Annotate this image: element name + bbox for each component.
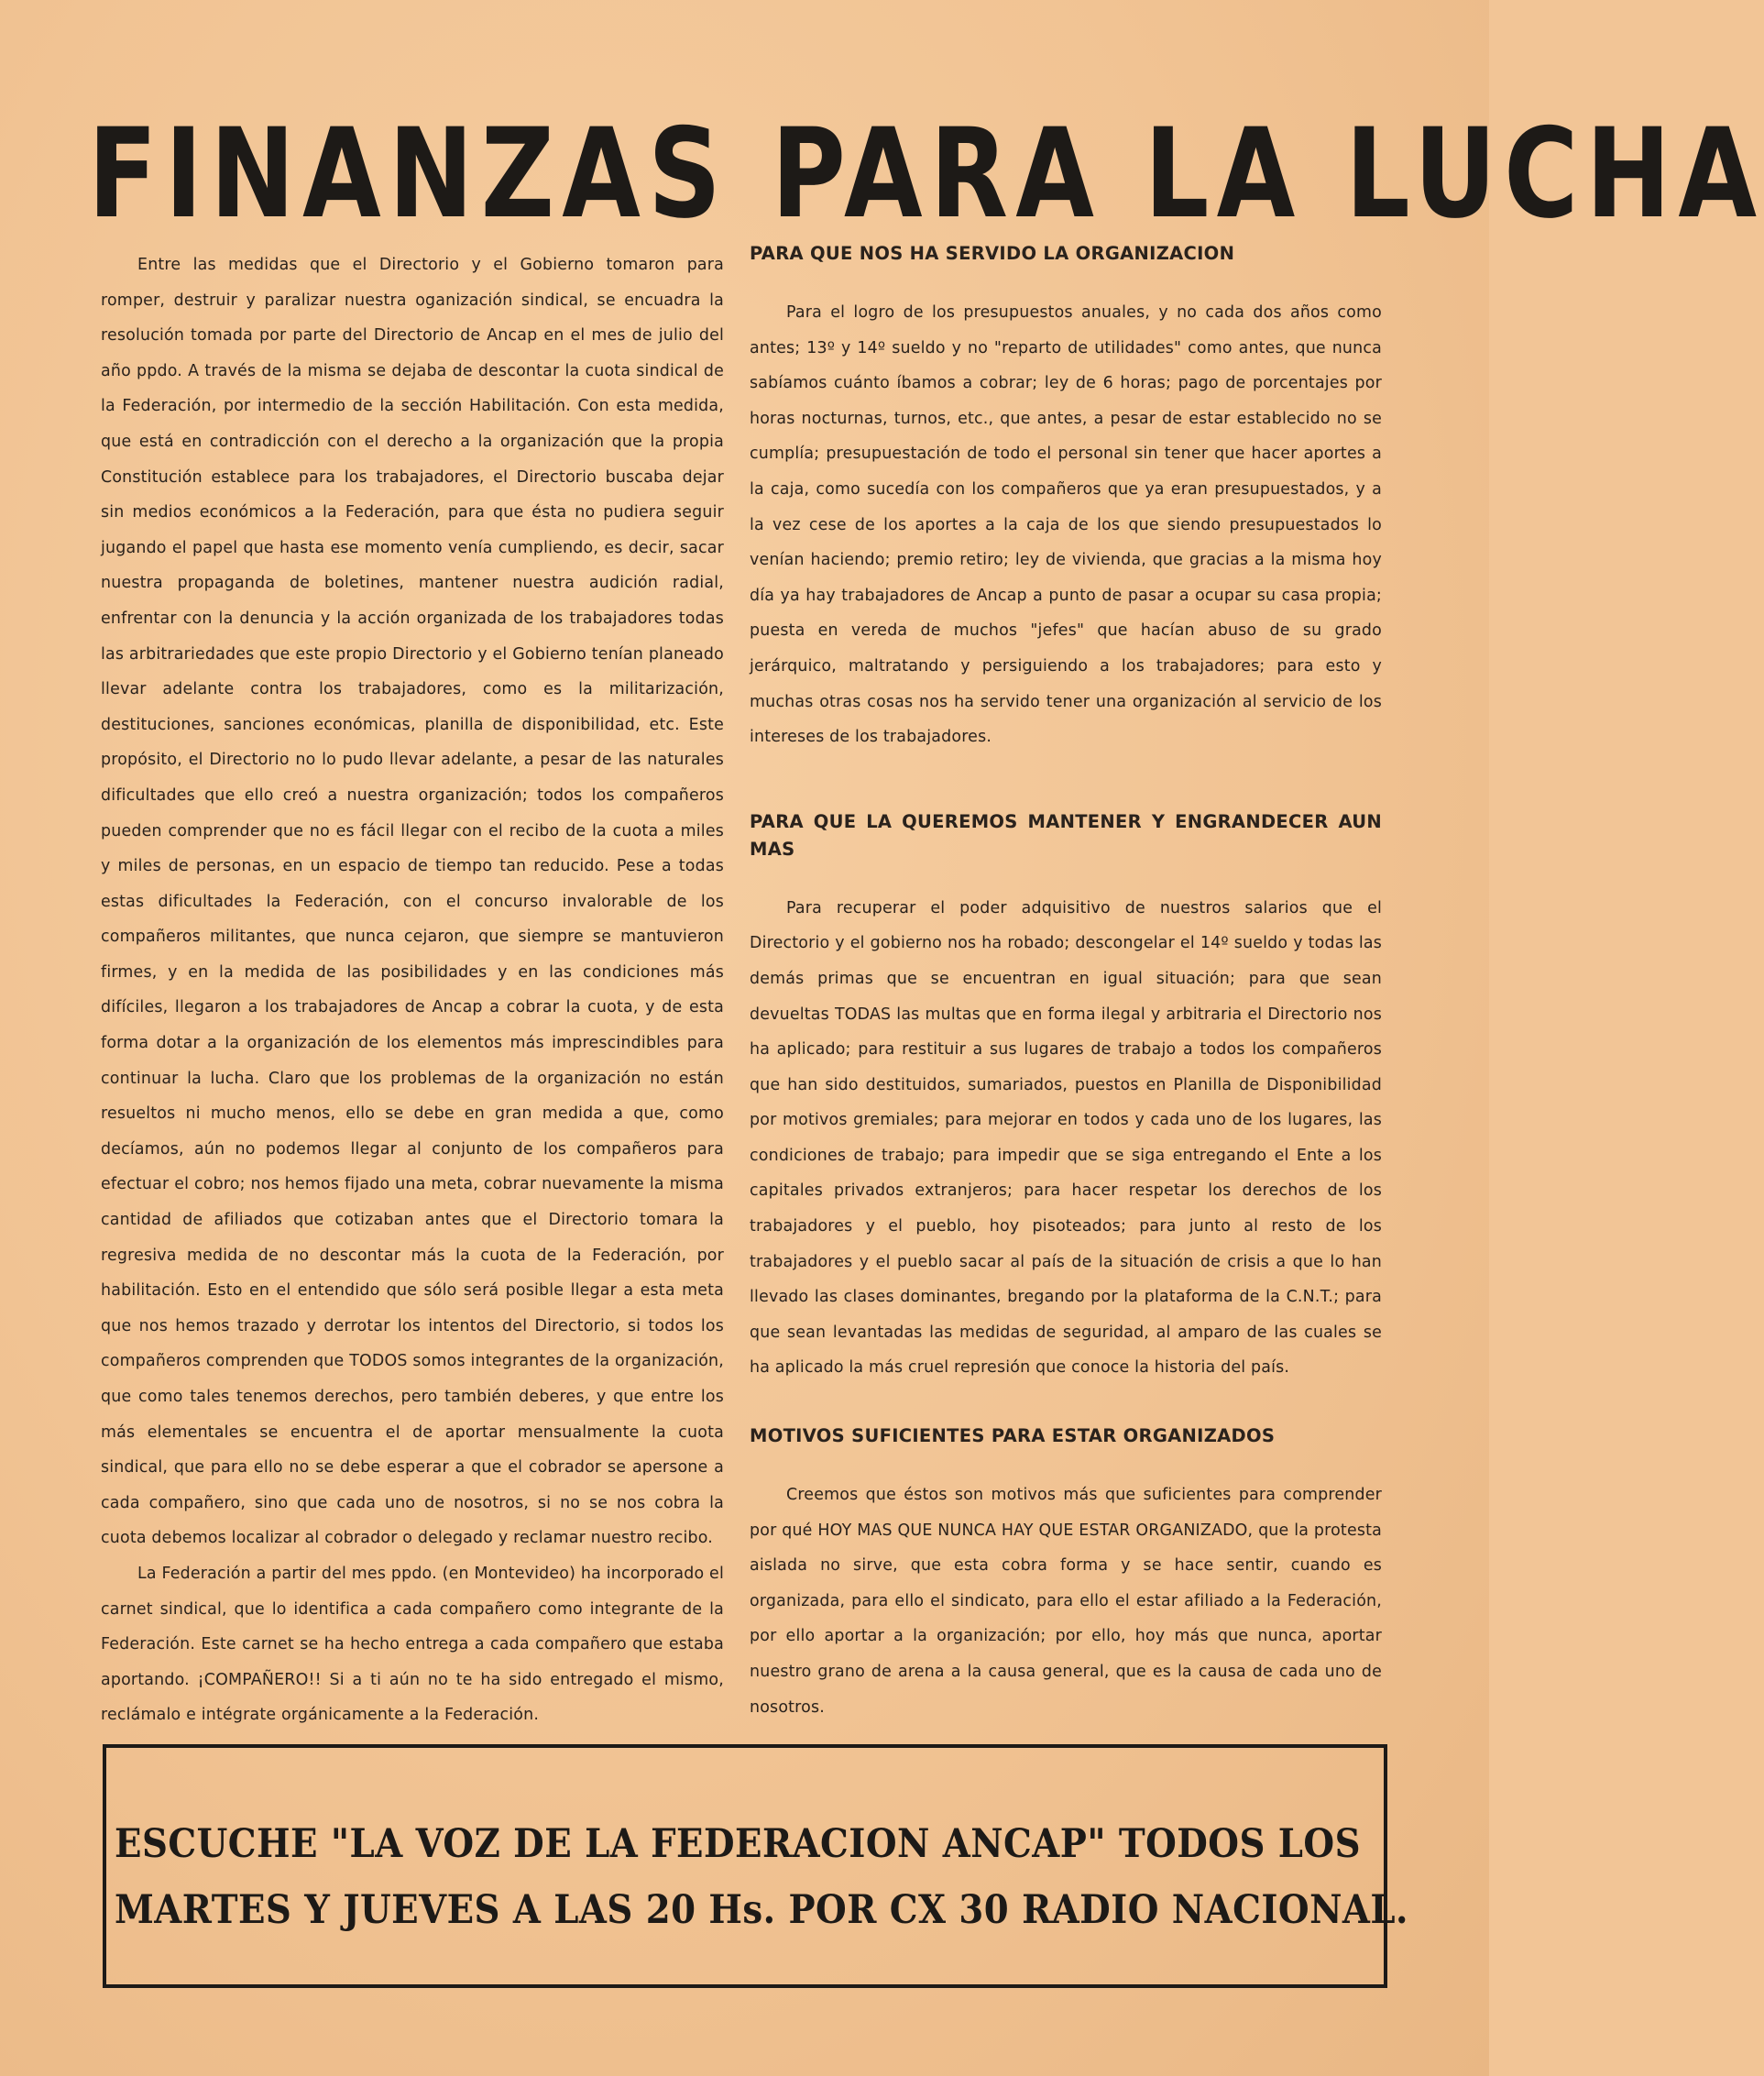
section-text-3: Creemos que éstos son motivos más que suficientes para comprender por qué HOY MAS QUE NUNCA HAY QUE ESTAR ORGANIZADO, que la protesta aislada no sirve, que esta cobra forma y se hace sentir, cuando es organizada, para ello el sindicato, para ello el estar afiliado a la Federación, por ello aportar a la organización; por ello, hoy más que nunca, aportar nuestro grano de arena a la causa general, que es la causa de cada uno de nosotros. [750,1486,1382,1717]
headline: FINANZAS PARA LA LUCHA [88,102,1764,246]
left-column [101,247,724,1733]
section-text-2: Para recuperar el poder adquisitivo de nuestros salarios que el Directorio y el gobierno nos ha robado; descongelar el 14º sueldo y todas las demás primas que se encuentran en igual situación; para que sean devueltas TODAS las multas que en forma ilegal y arbitraria el Directorio nos ha aplicado; para restituir a sus lugares de trabajo a todos los compañeros que han sido destituidos, sumariados, puestos en Planilla de Disponibilidad por motivos gremiales; para mejorar en todos y cada uno de los lugares, las condiciones de trabajo; para impedir que se siga entregando el Ente a los capitales privados extranjeros; para hacer respetar los derechos de los trabajadores y el pueblo, hoy pisoteados; para junto al resto de los trabajadores y el pueblo sacar al país de la situación de crisis a que lo han llevado las clases dominantes, bregando por la plataforma de la C.N.T.; para que sean levantadas las medidas de seguridad, al amparo de las cuales se ha aplicado la más cruel represión que conoce la historia del país. [750,898,1382,1378]
right-column [750,240,1382,1725]
radio-ad-line-1: ESCUCHE "LA VOZ DE LA FEDERACION ANCAP" TODOS LOS [115,1821,1361,1867]
section-text-1: Para el logro de los presupuestos anuales, y no cada dos años como antes; 13º y 14º sueldo y no "reparto de utilidades" como antes, que nunca sabíamos cuánto íbamos a cobrar; ley de 6 horas; pago de porcentajes por horas nocturnas, turnos, etc., que antes, a pesar de estar establecido no se cumplía; presupuestación de todo el personal sin tener que hacer aportes a la caja, como sucedía con los compañeros que ya eran presupuestados, y a la vez cese de los aportes a la caja de los que siendo presupuestados lo venían haciendo; premio retiro; ley de vivienda, que gracias a la misma hoy día ya hay trabajadores de Ancap a punto de pasar a ocupar su casa propia; puesta en vereda de muchos "jefes" que hacían abuso de su grado jerárquico, maltratando y persiguiendo a los trabajadores; para esto y muchas otras cosas nos ha servido tener una organización al servicio de los intereses de los trabajadores. [750,303,1382,747]
left-paragraph-2: La Federación a partir del mes ppdo. (en Montevideo) ha incorporado el carnet sindical, que lo identifica a cada compañero como integrante de la Federación. Este carnet se ha hecho entrega a cada compañero que estaba aportando. ¡COMPAÑERO!! Si a ti aún no te ha sido entregado el mismo, reclámalo e intégrate orgánicamente a la Federación. [101,1564,724,1725]
section-heading-1: PARA QUE NOS HA SERVIDO LA ORGANIZACION [750,243,1235,264]
left-paragraph-1: Entre las medidas que el Directorio y el Gobierno tomaron para romper, destruir y paralizar nuestra oganización sindical, se encuadra la resolución tomada por parte del Directorio de Ancap en el mes de julio del año ppdo. A través de la misma se dejaba de descontar la cuota sindical de la Federación, por intermedio de la sección Habilitación. Con esta medida, que está en contradicción con el derecho a la organización que la propia Constitución establece para los trabajadores, el Directorio buscaba dejar sin medios económicos a la Federación, para que ésta no pudiera seguir jugando el papel que hasta ese momento venía cumpliendo, es decir, sacar nuestra propaganda de boletines, mantener nuestra audición radial, enfrentar con la denuncia y la acción organizada de los trabajadores todas las arbitrariedades que este propio Directorio y el Gobierno tenían planeado llevar adelante contra los trabajadores, como es la militarización, destituciones, sanciones económicas, planilla de disponibilidad, etc. Este propósito, el Directorio no lo pudo llevar adelante, a pesar de las naturales dificultades que ello creó a nuestra organización; todos los compañeros pueden comprender que no es fácil llegar con el recibo de la cuota a miles y miles de personas, en un espacio de tiempo tan reducido. Pese a todas estas dificultades la Federación, con el concurso invalorable de los compañeros militantes, que nunca cejaron, que siempre se mantuvieron firmes, y en la medida de las posibilidades y en las condiciones más difíciles, llegaron a los trabajadores de Ancap a cobrar la cuota, y de esta forma dotar a la organización de los elementos más imprescindibles para continuar la lucha. Claro que los problemas de la organización no están resueltos ni mucho menos, ello se debe en gran medida a que, como decíamos, aún no podemos llegar al conjunto de los compañeros para efectuar el cobro; nos hemos fijado una meta, cobrar nuevamente la misma cantidad de afiliados que cotizaban antes que el Directorio tomara la regresiva medida de no descontar más la cuota de la Federación, por habilitación. Esto en el entendido que sólo será posible llegar a esta meta que nos hemos trazado y derrotar los intentos del Directorio, si todos los compañeros comprenden que TODOS somos integrantes de la organización, que como tales tenemos derechos, pero también deberes, y que entre los más elementales se encuentra el de aportar mensualmente la cuota sindical, que para ello no se debe esperar a que el cobrador se apersone a cada compañero, sino que cada uno de nosotros, si no se nos cobra la cuota debemos localizar al cobrador o delegado y reclamar nuestro recibo. [101,256,724,1548]
radio-ad-line-2: MARTES Y JUEVES A LAS 20 Hs. POR CX 30 RADIO NACIONAL. [115,1887,1408,1933]
section-heading-3: MOTIVOS SUFICIENTES PARA ESTAR ORGANIZADOS [750,1425,1276,1447]
section-heading-2: PARA QUE LA QUEREMOS MANTENER Y ENGRANDECER AUN MAS [750,810,1382,860]
